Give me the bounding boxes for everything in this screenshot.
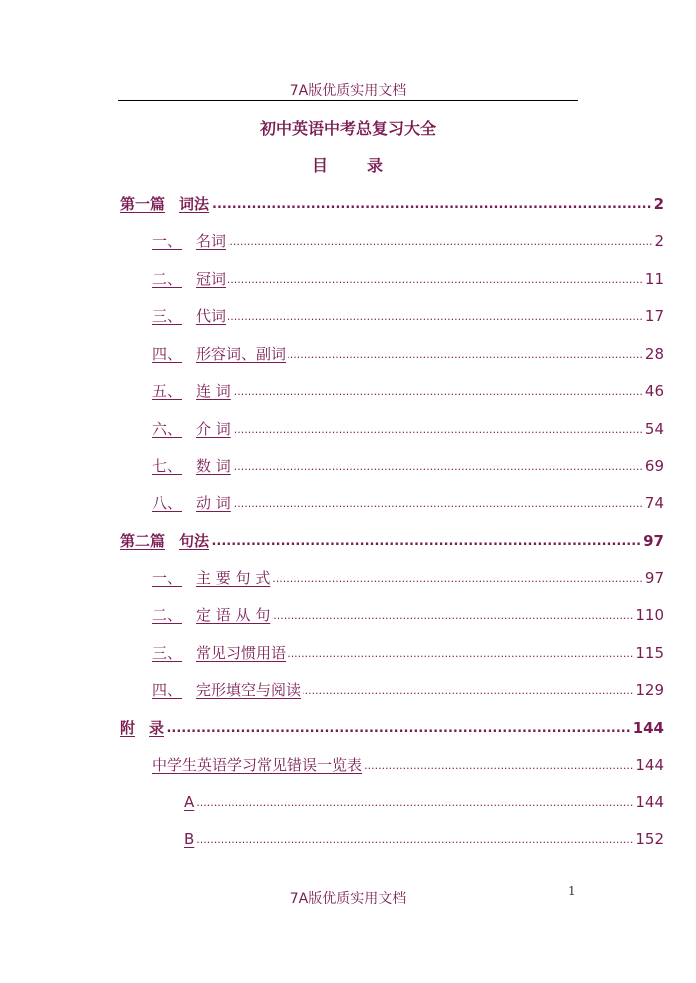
toc-entry-page: 11 xyxy=(644,270,664,288)
toc-entry-number: 二、 xyxy=(152,606,183,624)
toc-entry-number: 五、 xyxy=(152,382,183,400)
toc-entry[interactable] xyxy=(120,192,664,214)
toc-leader-dots xyxy=(228,306,643,326)
toc-entry-page: 2 xyxy=(654,232,664,250)
page-number: 1 xyxy=(568,884,576,898)
toc-entry-number: 第一篇 xyxy=(120,195,166,213)
toc-entry[interactable] xyxy=(152,229,664,251)
toc-entry-number: 三、 xyxy=(152,307,183,325)
toc-leader-dots xyxy=(228,269,643,289)
toc-leader-dots xyxy=(233,419,643,439)
toc-entry[interactable] xyxy=(152,603,664,625)
toc-entry[interactable] xyxy=(152,753,664,775)
toc-entry-link[interactable] xyxy=(152,381,231,401)
toc-entry-link[interactable] xyxy=(120,718,164,738)
toc-leader-dots xyxy=(211,531,641,551)
toc-entry-page: 129 xyxy=(635,681,664,699)
page-footer: 7A版优质实用文档 xyxy=(289,891,407,907)
toc-leader-dots xyxy=(272,568,643,588)
toc-entry-title: 连 词 xyxy=(196,382,231,400)
toc-entry-number: 三、 xyxy=(152,644,183,662)
toc-entry-number: 四、 xyxy=(152,345,183,363)
toc-entry-title: 词法 xyxy=(179,195,210,213)
toc-entry[interactable] xyxy=(152,304,664,326)
toc-entry[interactable] xyxy=(152,454,664,476)
toc-leader-dots xyxy=(196,829,633,849)
toc-leader-dots xyxy=(233,381,643,401)
toc-entry-title: 定 语 从 句 xyxy=(196,606,271,624)
toc-heading-part1: 目 xyxy=(311,156,329,175)
toc-entry-link[interactable] xyxy=(152,493,231,513)
toc-leader-dots xyxy=(233,493,643,513)
toc-entry-page: 97 xyxy=(643,532,664,550)
toc-entry[interactable] xyxy=(184,827,664,849)
toc-entry-link[interactable] xyxy=(152,419,231,439)
toc-entry-title: 形容词、副词 xyxy=(196,345,287,363)
toc-entry-page: 69 xyxy=(644,457,664,475)
toc-entry[interactable] xyxy=(152,641,664,663)
toc-entry-link[interactable] xyxy=(152,680,301,700)
toc-entry-link[interactable] xyxy=(184,792,194,812)
toc-leader-dots xyxy=(288,643,633,663)
toc-entry[interactable] xyxy=(152,267,664,289)
toc-entry-number: 第二篇 xyxy=(120,532,166,550)
toc-entry-title: 句法 xyxy=(179,532,210,550)
toc-entry[interactable] xyxy=(152,491,664,513)
toc-entry-title: 数 词 xyxy=(196,457,231,475)
toc-entry-link[interactable] xyxy=(152,568,270,588)
toc-entry-number: 七、 xyxy=(152,457,183,475)
toc-entry-page: 46 xyxy=(644,382,664,400)
toc-entry-page: 54 xyxy=(644,420,664,438)
toc-entry-page: 144 xyxy=(635,793,664,811)
toc-entry-title: 中学生英语学习常见错误一览表 xyxy=(152,756,363,774)
toc-heading-part2: 录 xyxy=(367,156,385,175)
toc-entry-title: 介 词 xyxy=(196,420,231,438)
toc-entry-number: 一、 xyxy=(152,569,183,587)
toc-entry-title: 动 词 xyxy=(196,494,231,512)
toc-entry-page: 28 xyxy=(644,345,664,363)
toc-entry-page: 144 xyxy=(632,719,664,737)
toc-entry-page: 2 xyxy=(653,195,664,213)
toc-entry[interactable] xyxy=(152,678,664,700)
toc-entry-link[interactable] xyxy=(152,306,226,326)
toc-entry[interactable] xyxy=(120,716,664,738)
toc-entry-link[interactable] xyxy=(152,344,286,364)
toc-entry-link[interactable] xyxy=(120,531,209,551)
toc-entry-number: 八、 xyxy=(152,494,183,512)
toc-leader-dots xyxy=(211,194,652,214)
toc-entry-number: 四、 xyxy=(152,681,183,699)
toc-entry-title: 冠词 xyxy=(196,270,227,288)
toc-heading xyxy=(0,153,696,176)
toc-leader-dots xyxy=(288,344,643,364)
toc-leader-dots xyxy=(228,231,652,251)
toc-entry-number: 附 xyxy=(120,719,136,737)
toc-entry-page: 74 xyxy=(644,494,664,512)
toc-entry-page: 17 xyxy=(644,307,664,325)
toc-entry-title: 名词 xyxy=(196,232,227,250)
toc-entry-number: 一、 xyxy=(152,232,183,250)
toc-leader-dots xyxy=(196,792,633,812)
document-title: 初中英语中考总复习大全 xyxy=(259,119,436,138)
toc-entry-link[interactable] xyxy=(184,829,194,849)
toc-entry[interactable] xyxy=(152,342,664,364)
toc-entry-title: 录 xyxy=(149,719,165,737)
toc-entry-link[interactable] xyxy=(152,605,270,625)
toc-entry-title: 常见习惯用语 xyxy=(196,644,287,662)
toc-leader-dots xyxy=(364,755,633,775)
toc-leader-dots xyxy=(272,605,633,625)
toc-entry-title: 完形填空与阅读 xyxy=(196,681,302,699)
toc-entry[interactable] xyxy=(152,566,664,588)
toc-leader-dots xyxy=(166,718,631,738)
toc-entry[interactable] xyxy=(152,379,664,401)
toc-entry-link[interactable] xyxy=(152,643,286,663)
toc-entry-page: 144 xyxy=(635,756,664,774)
header-rule xyxy=(118,100,578,101)
toc-entry-page: 97 xyxy=(644,569,664,587)
toc-entry-link[interactable] xyxy=(152,231,226,251)
toc-entry-number: 六、 xyxy=(152,420,183,438)
toc-entry-page: 115 xyxy=(635,644,664,662)
toc-entry-title: B xyxy=(184,830,195,848)
toc-entry-link[interactable] xyxy=(152,456,231,476)
toc-entry-title: 主 要 句 式 xyxy=(196,569,271,587)
toc-entry[interactable] xyxy=(152,417,664,439)
toc-entry-number: 二、 xyxy=(152,270,183,288)
toc-entry-page: 152 xyxy=(635,830,664,848)
toc-entry-link[interactable] xyxy=(152,269,226,289)
toc-entry-title: 代词 xyxy=(196,307,227,325)
toc-entry-title: A xyxy=(184,793,195,811)
page-header: 7A版优质实用文档 xyxy=(289,83,407,99)
toc-entry-link[interactable] xyxy=(152,755,362,775)
toc-entry-link[interactable] xyxy=(120,194,209,214)
toc-leader-dots xyxy=(233,456,643,476)
toc-entry[interactable] xyxy=(120,529,664,551)
toc-entry[interactable] xyxy=(184,790,664,812)
toc-leader-dots xyxy=(303,680,633,700)
toc-entry-page: 110 xyxy=(635,606,664,624)
